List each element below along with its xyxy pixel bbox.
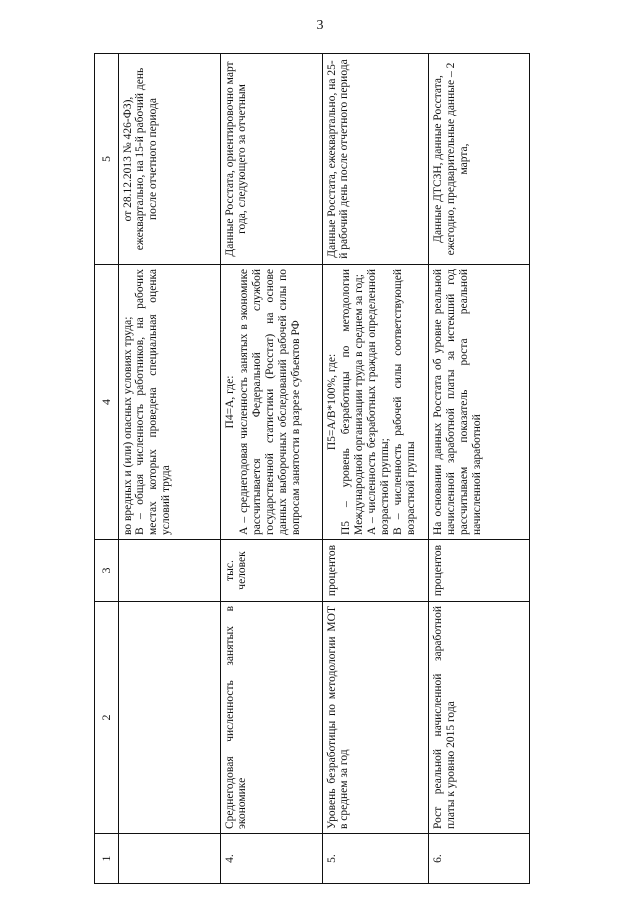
method-line: П5 – уровень безработицы по методологии Международной организации труда в среднем за год; <box>340 269 366 535</box>
header-cell-5: 5 <box>95 54 119 265</box>
method-line: На основании данных Росстата об уровне реальной начисленной заработной платы за истекший год рассчитываем показатель роста реальной начисленной заработной <box>432 269 483 535</box>
table-row <box>429 54 530 884</box>
row-number <box>118 834 220 884</box>
method-line: во вредных и (или) опасных условиях труда; <box>121 316 134 535</box>
table-row <box>322 54 428 884</box>
unit-of-measure: процентов <box>322 540 428 602</box>
row-number: 6. <box>429 834 530 884</box>
page-number: 3 <box>316 18 324 33</box>
calculation-method <box>429 265 530 540</box>
rotated-table-container <box>94 54 530 884</box>
data-source: Данные Росстата, ежеквартально, на 25-й рабочий день после отчетного периода <box>322 54 428 265</box>
header-cell-2: 2 <box>95 602 119 834</box>
data-source: от 28.12.2013 № 426-ФЗ), ежеквартально, на 15-й рабочий день после отчетного периода <box>118 54 220 265</box>
indicators-table <box>94 53 530 884</box>
data-source: Данные Росстата, ориентировочно март года, следующего за отчетным <box>220 54 322 265</box>
indicator-name: Рост реальной начисленной заработной платы к уровню 2015 года <box>429 602 530 834</box>
calculation-method <box>118 265 220 540</box>
data-source: Данные ДТСЗН, данные Росстата, ежегодно, предварительные данные – 2 марта, <box>429 54 530 265</box>
row-number: 4. <box>220 834 322 884</box>
header-cell-3: 3 <box>95 540 119 602</box>
unit-of-measure: процентов <box>429 540 530 602</box>
header-cell-1: 1 <box>95 834 119 884</box>
formula: П4=А, где: <box>223 375 236 429</box>
indicator-name: Уровень безработицы по методологии МОТ в среднем за год <box>322 602 428 834</box>
calculation-method <box>220 265 322 540</box>
table-row <box>118 54 220 884</box>
method-line: В – общая численность работников, на рабочих местах которых проведена специальная оценка условий труда <box>134 269 173 535</box>
unit-of-measure: тыс. человек <box>220 540 322 602</box>
table-row <box>220 54 322 884</box>
calculation-method <box>322 265 428 540</box>
method-line: В – численность рабочей силы соответствующей возрастной группы <box>391 269 417 535</box>
formula: П5=А/В*100%, где: <box>325 353 338 451</box>
row-number: 5. <box>322 834 428 884</box>
method-line: А – среднегодовая численность занятых в экономике рассчитывается Федеральной службой государственной статистики (Росстат) на основе данных выборочных обследований рабочей силы по вопросам занятости в разрезе субъектов РФ <box>238 269 302 535</box>
indicator-name <box>118 602 220 834</box>
table-header-row <box>95 54 119 884</box>
method-line: А – численность безработных граждан определенной возрастной группы; <box>366 269 392 535</box>
indicator-name: Среднегодовая численность занятых в экономике <box>220 602 322 834</box>
header-cell-4: 4 <box>95 265 119 540</box>
unit-of-measure <box>118 540 220 602</box>
